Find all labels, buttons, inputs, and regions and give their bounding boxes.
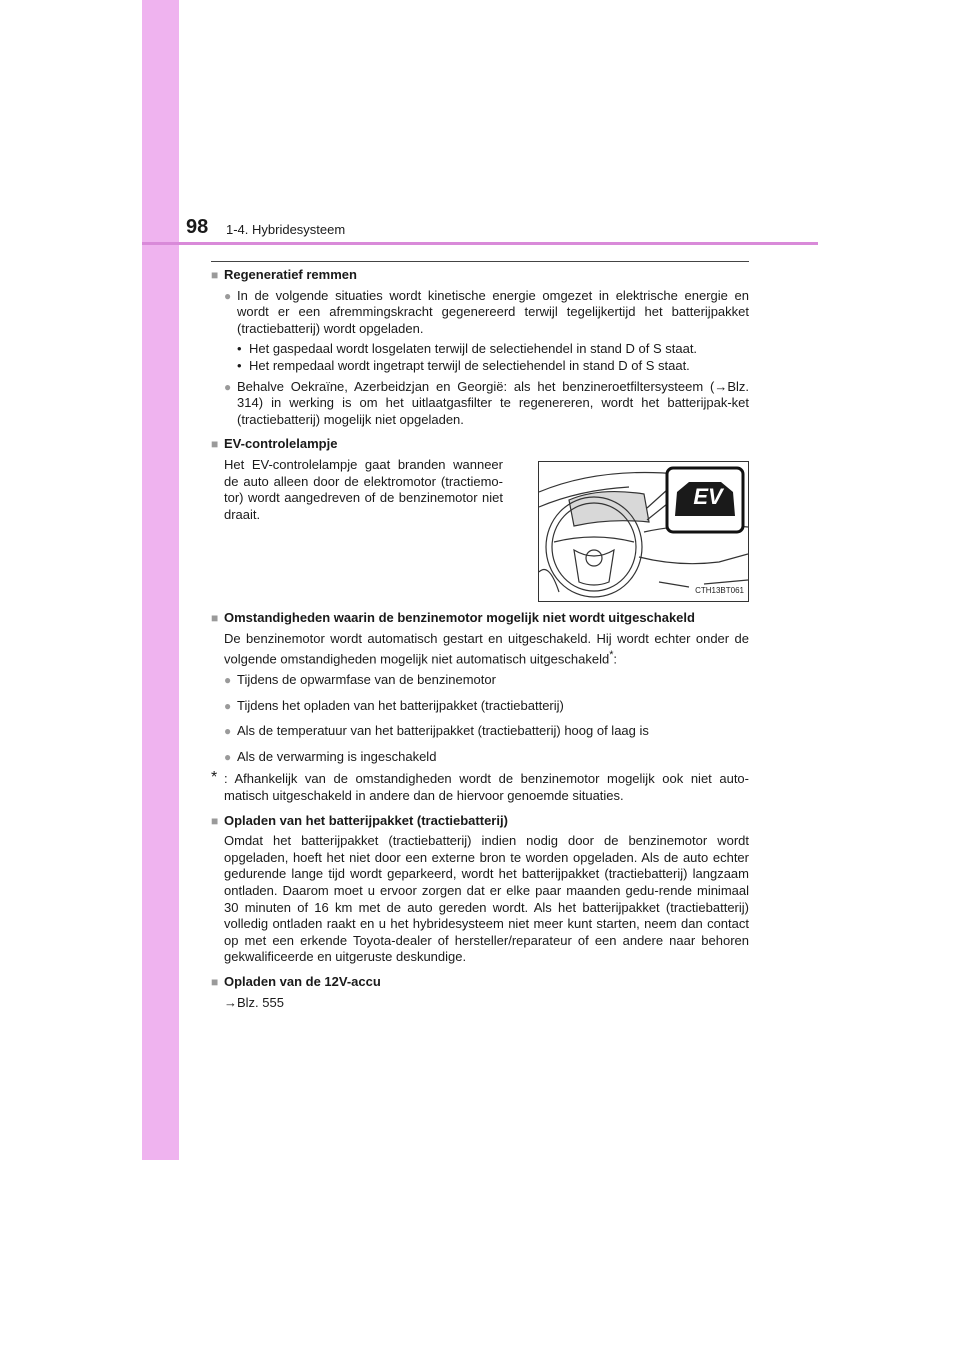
list-item: ● Tijdens het opladen van het batterijpakket (tractiebatterij) <box>224 697 564 713</box>
square-bullet-icon: ■ <box>211 813 219 828</box>
dot-bullet-icon: ● <box>224 698 232 713</box>
section-engine-stop <box>211 610 749 805</box>
content-top-rule <box>211 261 749 262</box>
square-bullet-icon: ■ <box>211 974 219 989</box>
charge-text: Omdat het batterijpakket (tractiebatterij) indien nodig door de benzinemotor wordt opgeladen, hoeft het niet door een externe bron te worden opgeladen. Als de auto echter gedurende lange tijd wordt geparkeerd, wordt het batterijpakket (tractiebatterij) langzaam ontladen. Daarom moet u ervoor zorgen dat er elke paar maanden gedu-rende minimaal 30 minuten of 16 km met de auto gereden wordt. Als het batterijpakket (tractiebatterij) volledig ontladen raakt en u het hybridesysteem niet meer kunt starten, neem dan contact op met een erkende Toyota-dealer of hersteller/reparateur of een andere naar behoren gekwalificeerde en uitgeruste deskundige. <box>224 833 749 965</box>
section-title: 1-4. Hybridesysteem <box>226 222 346 237</box>
page-reference-link[interactable]: →Blz. 555 <box>224 994 284 1010</box>
heading-ev: ■ EV-controlelampje <box>211 436 338 452</box>
section-ev <box>211 436 749 602</box>
dot-bullet-icon: ● <box>224 673 232 688</box>
sub-list-item: • Het rempedaal wordt ingetrapt terwijl de selectiehendel in stand D of S staat. <box>237 357 690 373</box>
figure-code: CTH13BT061 <box>695 586 744 596</box>
square-bullet-icon: ■ <box>211 610 219 625</box>
section-regen <box>211 267 749 428</box>
heading-engine-stop: ■ Omstandigheden waarin de benzinemotor mogelijk niet wordt uitgeschakeld <box>211 609 695 625</box>
square-bullet-icon: ■ <box>211 437 219 452</box>
list-item: ● Als de verwarming is ingeschakeld <box>224 748 437 764</box>
chapter-side-tab <box>142 0 179 1160</box>
heading-12v: ■ Opladen van de 12V-accu <box>211 973 381 989</box>
small-bullet-icon: • <box>237 341 242 357</box>
sub-list-item: • Het gaspedaal wordt losgelaten terwijl de selectiehendel in stand D of S staat. <box>237 341 698 357</box>
page-number: 98 <box>186 216 209 238</box>
footnote-asterisk: * <box>211 769 218 787</box>
dot-bullet-icon: ● <box>224 288 232 303</box>
section-charge <box>211 813 749 966</box>
dot-bullet-icon: ● <box>224 749 232 764</box>
list-item: ● In de volgende situaties wordt kinetische energie omgezet in elektrische energie en wordt er een afremmingskracht gegenereerd terwijl tegelijkertijd het batterijpakket (tractiebatterij) wordt opgeladen. <box>224 287 749 336</box>
section-12v <box>211 974 749 1011</box>
small-bullet-icon: • <box>237 357 242 373</box>
dot-bullet-icon: ● <box>224 724 232 739</box>
square-bullet-icon: ■ <box>211 268 219 282</box>
header-rule <box>142 242 818 245</box>
dot-bullet-icon: ● <box>224 379 232 394</box>
heading-regen: ■ Regeneratief remmen <box>211 267 357 282</box>
page-content <box>211 267 749 1019</box>
ev-description: Het EV-controlelampje gaat branden wanneer de auto alleen door de elektromotor (tractiemo-tor) wordt aangedreven of de benzinemotor niet draait. <box>224 456 503 522</box>
footnote: * : Afhankelijk van de omstandigheden wordt de benzinemotor mogelijk ook niet auto-matisch uitgeschakeld in andere dan de hiervoor genoemde situaties. <box>211 769 749 804</box>
ev-indicator-illustration <box>538 461 749 602</box>
list-item: ● Als de temperatuur van het batterijpakket (tractiebatterij) hoog of laag is <box>224 723 649 739</box>
ev-label: EV <box>693 483 723 509</box>
list-item: ● Behalve Oekraïne, Azerbeidzjan en Georgië: als het benzineroetfiltersysteem (→Blz. 314) in werking is om het uitlaatgasfilter te regenereren, wordt het batterijpak-ket (tractiebatterij) mogelijk niet opgeladen. <box>224 378 749 427</box>
engine-stop-intro: De benzinemotor wordt automatisch gestart en uitgeschakeld. Hij wordt echter onder de volgende omstandigheden mogelijk niet automatisch uitgeschakeld*: <box>224 630 749 667</box>
heading-charge: ■ Opladen van het batterijpakket (tractiebatterij) <box>211 812 508 828</box>
list-item: ● Tijdens de opwarmfase van de benzinemotor <box>224 672 496 688</box>
steering-wheel-icon <box>539 462 748 601</box>
